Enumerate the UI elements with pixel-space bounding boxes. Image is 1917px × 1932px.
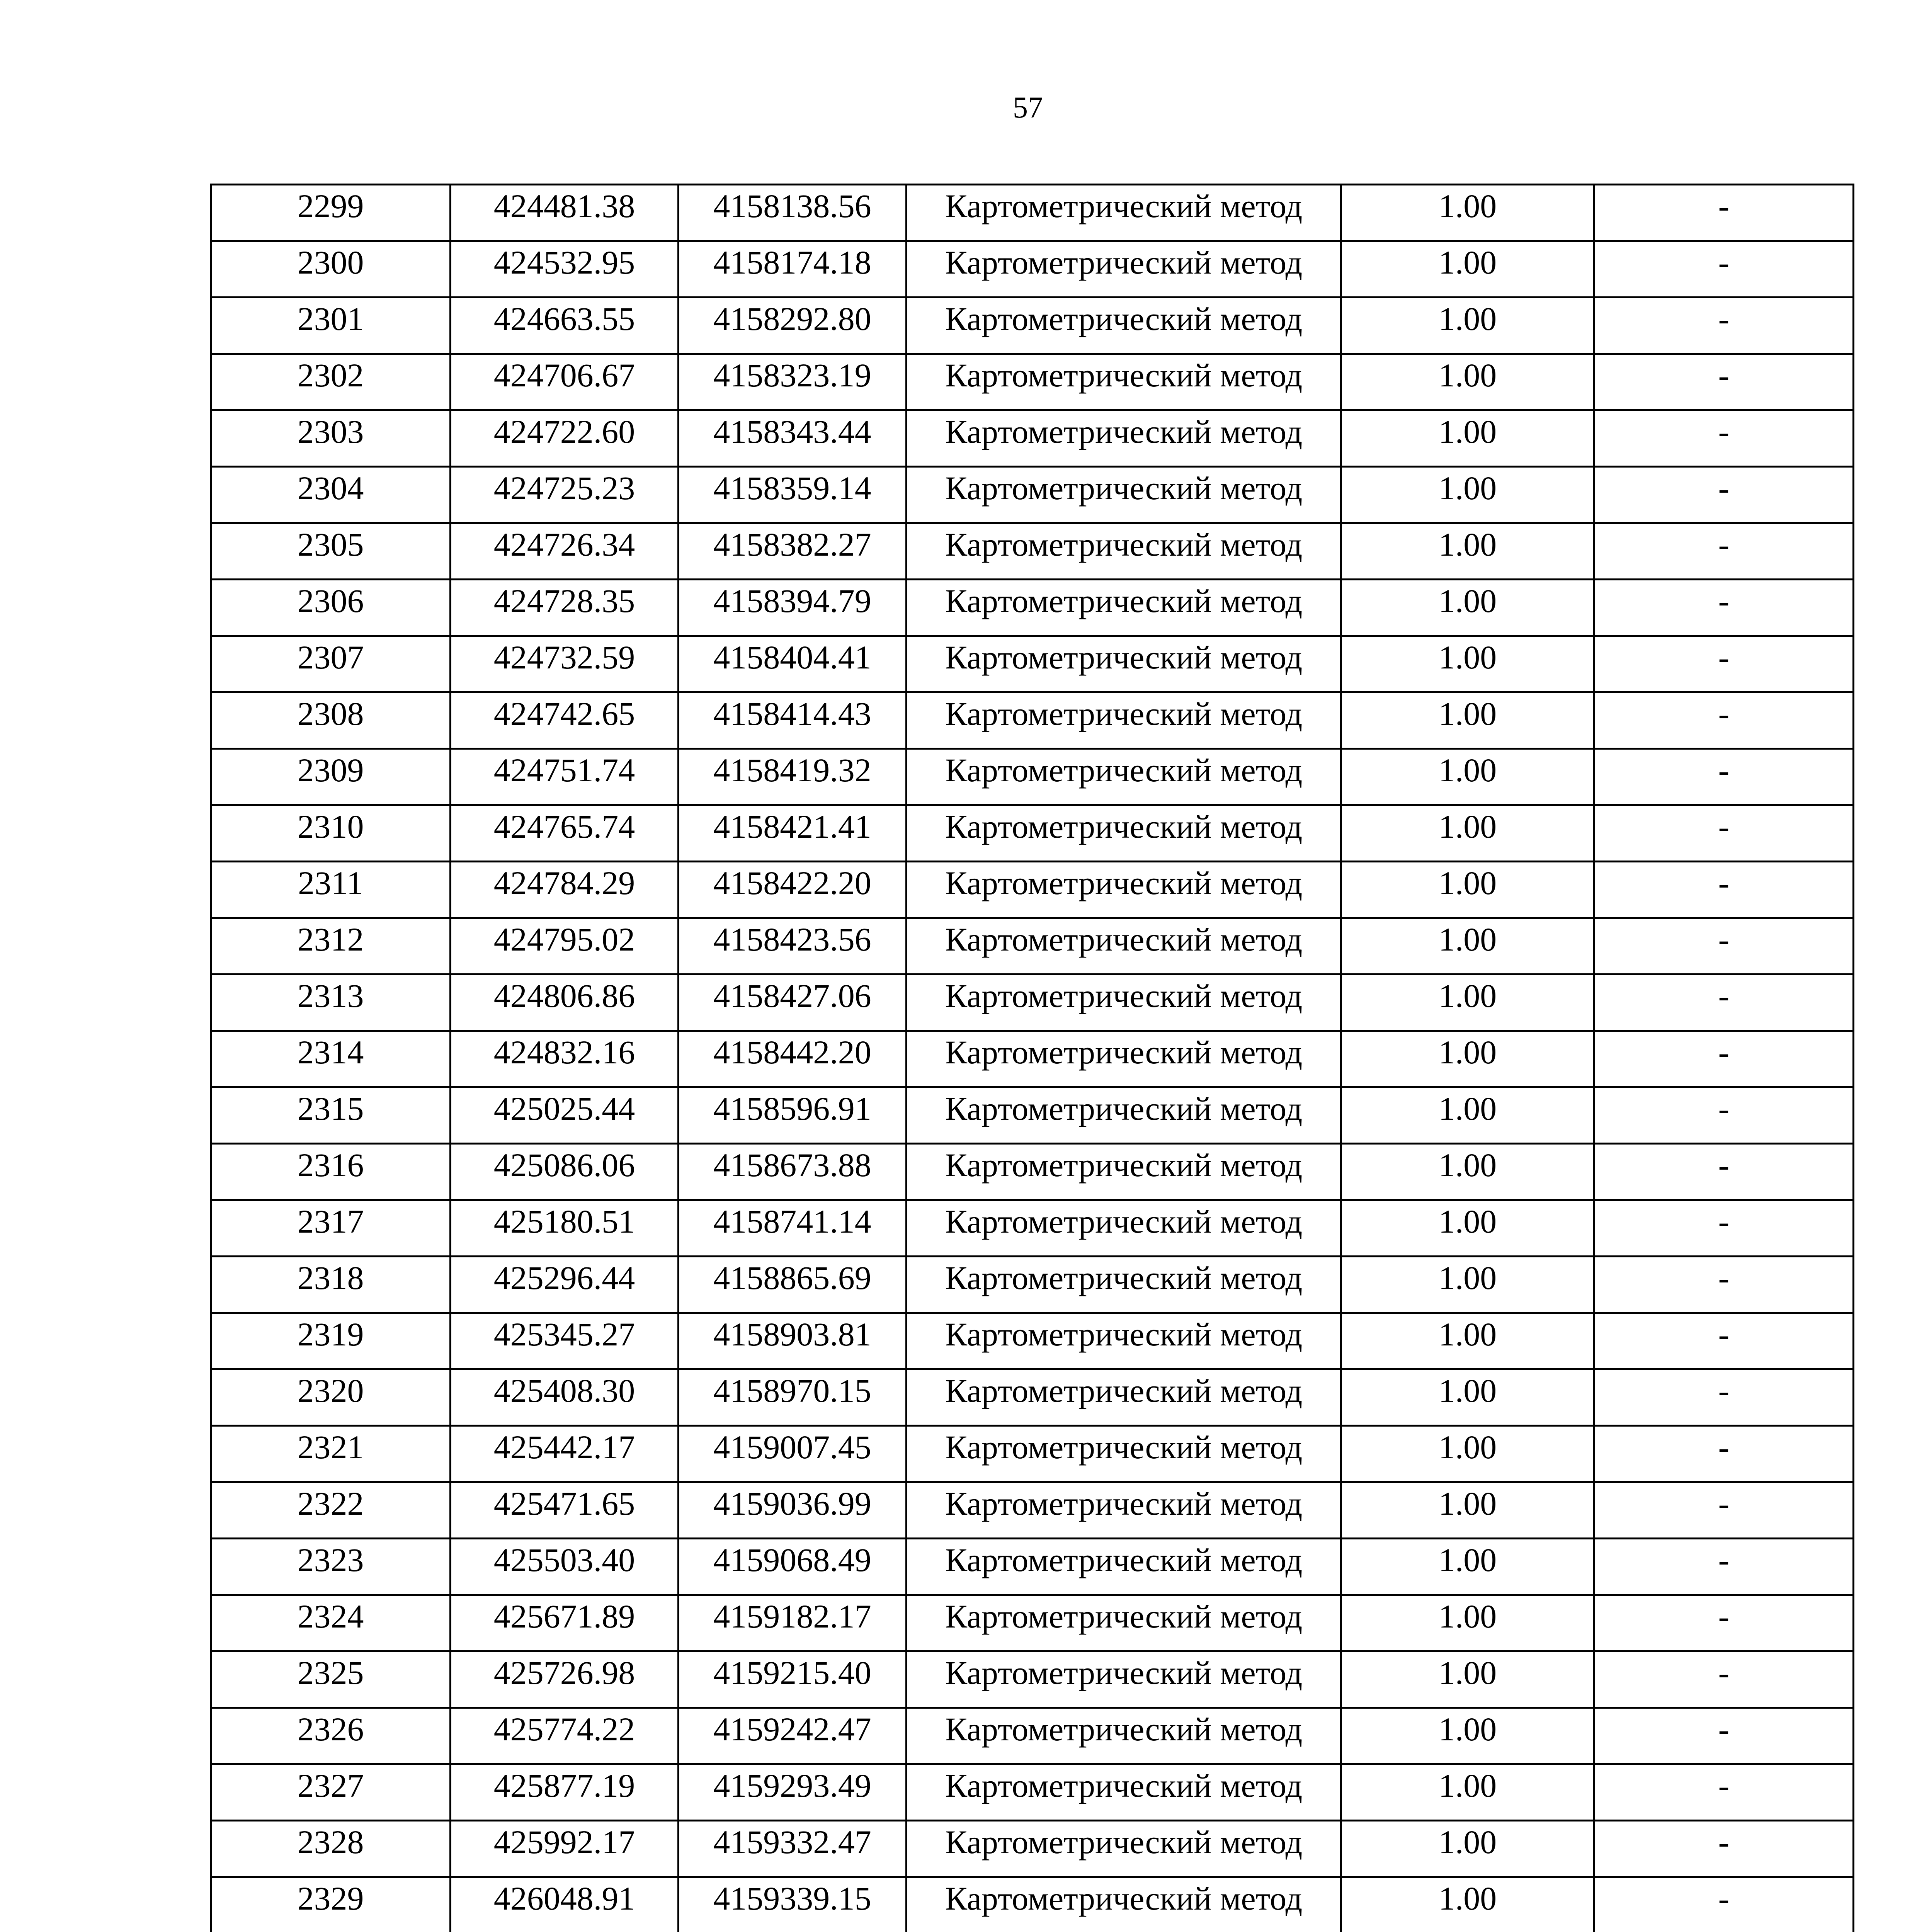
precision-cell: 1.00 [1341, 1031, 1594, 1087]
precision-cell: 1.00 [1341, 1651, 1594, 1708]
y-coordinate-cell: 4158359.14 [679, 467, 907, 523]
method-cell: Картометрический метод [907, 1257, 1341, 1313]
method-cell: Картометрический метод [907, 1595, 1341, 1651]
note-cell: - [1594, 1651, 1854, 1708]
point-number-cell: 2316 [211, 1144, 451, 1200]
point-number-cell: 2317 [211, 1200, 451, 1257]
method-cell: Картометрический метод [907, 1764, 1341, 1821]
y-coordinate-cell: 4158673.88 [679, 1144, 907, 1200]
x-coordinate-cell: 425086.06 [451, 1144, 679, 1200]
table-row [211, 298, 1854, 354]
x-coordinate-cell: 424784.29 [451, 862, 679, 918]
method-cell: Картометрический метод [907, 1313, 1341, 1369]
note-cell: - [1594, 975, 1854, 1031]
method-cell: Картометрический метод [907, 185, 1341, 241]
method-cell: Картометрический метод [907, 862, 1341, 918]
precision-cell: 1.00 [1341, 918, 1594, 975]
y-coordinate-cell: 4158422.20 [679, 862, 907, 918]
x-coordinate-cell: 425992.17 [451, 1821, 679, 1877]
table-row [211, 1708, 1854, 1764]
method-cell: Картометрический метод [907, 1426, 1341, 1482]
point-number-cell: 2315 [211, 1087, 451, 1144]
note-cell: - [1594, 1369, 1854, 1426]
method-cell: Картометрический метод [907, 749, 1341, 805]
table-row [211, 185, 1854, 241]
method-cell: Картометрический метод [907, 467, 1341, 523]
table-row [211, 1595, 1854, 1651]
point-number-cell: 2313 [211, 975, 451, 1031]
point-number-cell: 2312 [211, 918, 451, 975]
point-number-cell: 2322 [211, 1482, 451, 1539]
table-row [211, 1764, 1854, 1821]
precision-cell: 1.00 [1341, 298, 1594, 354]
precision-cell: 1.00 [1341, 1482, 1594, 1539]
x-coordinate-cell: 425774.22 [451, 1708, 679, 1764]
note-cell: - [1594, 354, 1854, 410]
y-coordinate-cell: 4158404.41 [679, 636, 907, 692]
y-coordinate-cell: 4158174.18 [679, 241, 907, 298]
x-coordinate-cell: 424481.38 [451, 185, 679, 241]
x-coordinate-cell: 424806.86 [451, 975, 679, 1031]
x-coordinate-cell: 424732.59 [451, 636, 679, 692]
table-row [211, 1313, 1854, 1369]
point-number-cell: 2325 [211, 1651, 451, 1708]
note-cell: - [1594, 1257, 1854, 1313]
table-row [211, 1144, 1854, 1200]
point-number-cell: 2320 [211, 1369, 451, 1426]
precision-cell: 1.00 [1341, 1764, 1594, 1821]
x-coordinate-cell: 424751.74 [451, 749, 679, 805]
method-cell: Картометрический метод [907, 636, 1341, 692]
x-coordinate-cell: 425671.89 [451, 1595, 679, 1651]
note-cell: - [1594, 1877, 1854, 1932]
y-coordinate-cell: 4158382.27 [679, 523, 907, 580]
method-cell: Картометрический метод [907, 1708, 1341, 1764]
table-row [211, 805, 1854, 862]
table-row [211, 862, 1854, 918]
point-number-cell: 2308 [211, 692, 451, 749]
x-coordinate-cell: 424725.23 [451, 467, 679, 523]
table-row [211, 975, 1854, 1031]
table-row [211, 354, 1854, 410]
table-row [211, 1257, 1854, 1313]
point-number-cell: 2305 [211, 523, 451, 580]
precision-cell: 1.00 [1341, 1426, 1594, 1482]
note-cell: - [1594, 1087, 1854, 1144]
table-row [211, 1539, 1854, 1595]
point-number-cell: 2307 [211, 636, 451, 692]
precision-cell: 1.00 [1341, 580, 1594, 636]
y-coordinate-cell: 4159242.47 [679, 1708, 907, 1764]
x-coordinate-cell: 425345.27 [451, 1313, 679, 1369]
note-cell: - [1594, 1821, 1854, 1877]
table-row [211, 1426, 1854, 1482]
x-coordinate-cell: 425408.30 [451, 1369, 679, 1426]
method-cell: Картометрический метод [907, 1821, 1341, 1877]
x-coordinate-cell: 424795.02 [451, 918, 679, 975]
table-row [211, 1482, 1854, 1539]
x-coordinate-cell: 425726.98 [451, 1651, 679, 1708]
x-coordinate-cell: 424728.35 [451, 580, 679, 636]
note-cell: - [1594, 636, 1854, 692]
y-coordinate-cell: 4158970.15 [679, 1369, 907, 1426]
x-coordinate-cell: 424765.74 [451, 805, 679, 862]
point-number-cell: 2306 [211, 580, 451, 636]
y-coordinate-cell: 4159007.45 [679, 1426, 907, 1482]
point-number-cell: 2310 [211, 805, 451, 862]
x-coordinate-cell: 425442.17 [451, 1426, 679, 1482]
x-coordinate-cell: 424726.34 [451, 523, 679, 580]
note-cell: - [1594, 1200, 1854, 1257]
precision-cell: 1.00 [1341, 185, 1594, 241]
table-row [211, 918, 1854, 975]
note-cell: - [1594, 1426, 1854, 1482]
y-coordinate-cell: 4158421.41 [679, 805, 907, 862]
method-cell: Картометрический метод [907, 1087, 1341, 1144]
table-row [211, 1369, 1854, 1426]
method-cell: Картометрический метод [907, 975, 1341, 1031]
method-cell: Картометрический метод [907, 1539, 1341, 1595]
precision-cell: 1.00 [1341, 1087, 1594, 1144]
note-cell: - [1594, 410, 1854, 467]
table-row [211, 636, 1854, 692]
page-number: 57 [1013, 90, 1043, 124]
point-number-cell: 2326 [211, 1708, 451, 1764]
method-cell: Картометрический метод [907, 692, 1341, 749]
y-coordinate-cell: 4158596.91 [679, 1087, 907, 1144]
method-cell: Картометрический метод [907, 410, 1341, 467]
note-cell: - [1594, 580, 1854, 636]
y-coordinate-cell: 4158419.32 [679, 749, 907, 805]
x-coordinate-cell: 424706.67 [451, 354, 679, 410]
y-coordinate-cell: 4158442.20 [679, 1031, 907, 1087]
point-number-cell: 2323 [211, 1539, 451, 1595]
point-number-cell: 2300 [211, 241, 451, 298]
precision-cell: 1.00 [1341, 749, 1594, 805]
note-cell: - [1594, 1482, 1854, 1539]
note-cell: - [1594, 918, 1854, 975]
method-cell: Картометрический метод [907, 354, 1341, 410]
note-cell: - [1594, 185, 1854, 241]
precision-cell: 1.00 [1341, 1821, 1594, 1877]
note-cell: - [1594, 241, 1854, 298]
precision-cell: 1.00 [1341, 241, 1594, 298]
y-coordinate-cell: 4158138.56 [679, 185, 907, 241]
precision-cell: 1.00 [1341, 1539, 1594, 1595]
note-cell: - [1594, 749, 1854, 805]
point-number-cell: 2314 [211, 1031, 451, 1087]
y-coordinate-cell: 4158292.80 [679, 298, 907, 354]
x-coordinate-cell: 424532.95 [451, 241, 679, 298]
y-coordinate-cell: 4158414.43 [679, 692, 907, 749]
note-cell: - [1594, 692, 1854, 749]
note-cell: - [1594, 1144, 1854, 1200]
precision-cell: 1.00 [1341, 636, 1594, 692]
precision-cell: 1.00 [1341, 692, 1594, 749]
precision-cell: 1.00 [1341, 862, 1594, 918]
method-cell: Картометрический метод [907, 1877, 1341, 1932]
table-row [211, 1087, 1854, 1144]
point-number-cell: 2327 [211, 1764, 451, 1821]
y-coordinate-cell: 4159068.49 [679, 1539, 907, 1595]
method-cell: Картометрический метод [907, 523, 1341, 580]
y-coordinate-cell: 4158903.81 [679, 1313, 907, 1369]
y-coordinate-cell: 4159293.49 [679, 1764, 907, 1821]
x-coordinate-cell: 424663.55 [451, 298, 679, 354]
note-cell: - [1594, 862, 1854, 918]
precision-cell: 1.00 [1341, 805, 1594, 862]
x-coordinate-cell: 424722.60 [451, 410, 679, 467]
table-row [211, 749, 1854, 805]
table-row [211, 1200, 1854, 1257]
precision-cell: 1.00 [1341, 1257, 1594, 1313]
point-number-cell: 2299 [211, 185, 451, 241]
method-cell: Картометрический метод [907, 580, 1341, 636]
note-cell: - [1594, 1539, 1854, 1595]
y-coordinate-cell: 4159332.47 [679, 1821, 907, 1877]
precision-cell: 1.00 [1341, 1313, 1594, 1369]
table-row [211, 1031, 1854, 1087]
y-coordinate-cell: 4158343.44 [679, 410, 907, 467]
point-number-cell: 2309 [211, 749, 451, 805]
coordinates-table-body [211, 185, 1854, 1932]
point-number-cell: 2311 [211, 862, 451, 918]
note-cell: - [1594, 1708, 1854, 1764]
x-coordinate-cell: 425025.44 [451, 1087, 679, 1144]
x-coordinate-cell: 426048.91 [451, 1877, 679, 1932]
table-row [211, 1877, 1854, 1932]
x-coordinate-cell: 425471.65 [451, 1482, 679, 1539]
point-number-cell: 2302 [211, 354, 451, 410]
note-cell: - [1594, 1595, 1854, 1651]
precision-cell: 1.00 [1341, 1595, 1594, 1651]
precision-cell: 1.00 [1341, 1144, 1594, 1200]
method-cell: Картометрический метод [907, 1031, 1341, 1087]
y-coordinate-cell: 4158394.79 [679, 580, 907, 636]
point-number-cell: 2324 [211, 1595, 451, 1651]
method-cell: Картометрический метод [907, 1369, 1341, 1426]
precision-cell: 1.00 [1341, 1877, 1594, 1932]
precision-cell: 1.00 [1341, 1200, 1594, 1257]
method-cell: Картометрический метод [907, 241, 1341, 298]
note-cell: - [1594, 298, 1854, 354]
precision-cell: 1.00 [1341, 1708, 1594, 1764]
table-row [211, 467, 1854, 523]
coordinates-table [210, 184, 1854, 1932]
y-coordinate-cell: 4159215.40 [679, 1651, 907, 1708]
note-cell: - [1594, 1764, 1854, 1821]
method-cell: Картометрический метод [907, 1200, 1341, 1257]
method-cell: Картометрический метод [907, 805, 1341, 862]
precision-cell: 1.00 [1341, 467, 1594, 523]
note-cell: - [1594, 1031, 1854, 1087]
method-cell: Картометрический метод [907, 1482, 1341, 1539]
point-number-cell: 2329 [211, 1877, 451, 1932]
point-number-cell: 2304 [211, 467, 451, 523]
precision-cell: 1.00 [1341, 1369, 1594, 1426]
x-coordinate-cell: 425877.19 [451, 1764, 679, 1821]
y-coordinate-cell: 4158865.69 [679, 1257, 907, 1313]
y-coordinate-cell: 4158323.19 [679, 354, 907, 410]
precision-cell: 1.00 [1341, 523, 1594, 580]
x-coordinate-cell: 425503.40 [451, 1539, 679, 1595]
method-cell: Картометрический метод [907, 1651, 1341, 1708]
y-coordinate-cell: 4159339.15 [679, 1877, 907, 1932]
point-number-cell: 2301 [211, 298, 451, 354]
y-coordinate-cell: 4158427.06 [679, 975, 907, 1031]
x-coordinate-cell: 424832.16 [451, 1031, 679, 1087]
note-cell: - [1594, 523, 1854, 580]
point-number-cell: 2319 [211, 1313, 451, 1369]
table-row [211, 241, 1854, 298]
x-coordinate-cell: 424742.65 [451, 692, 679, 749]
table-row [211, 692, 1854, 749]
note-cell: - [1594, 805, 1854, 862]
method-cell: Картометрический метод [907, 1144, 1341, 1200]
note-cell: - [1594, 1313, 1854, 1369]
precision-cell: 1.00 [1341, 354, 1594, 410]
precision-cell: 1.00 [1341, 975, 1594, 1031]
y-coordinate-cell: 4158423.56 [679, 918, 907, 975]
method-cell: Картометрический метод [907, 298, 1341, 354]
point-number-cell: 2328 [211, 1821, 451, 1877]
y-coordinate-cell: 4159036.99 [679, 1482, 907, 1539]
x-coordinate-cell: 425180.51 [451, 1200, 679, 1257]
point-number-cell: 2303 [211, 410, 451, 467]
table-row [211, 410, 1854, 467]
table-row [211, 1651, 1854, 1708]
precision-cell: 1.00 [1341, 410, 1594, 467]
method-cell: Картометрический метод [907, 918, 1341, 975]
y-coordinate-cell: 4158741.14 [679, 1200, 907, 1257]
x-coordinate-cell: 425296.44 [451, 1257, 679, 1313]
table-row [211, 523, 1854, 580]
note-cell: - [1594, 467, 1854, 523]
table-row [211, 1821, 1854, 1877]
y-coordinate-cell: 4159182.17 [679, 1595, 907, 1651]
point-number-cell: 2321 [211, 1426, 451, 1482]
table-row [211, 580, 1854, 636]
point-number-cell: 2318 [211, 1257, 451, 1313]
